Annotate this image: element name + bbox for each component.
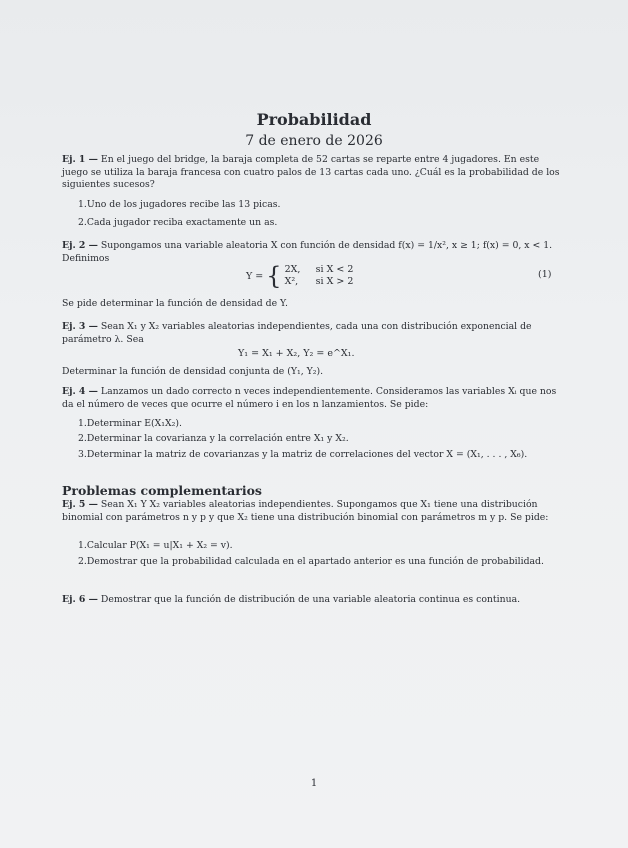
exercise-5-text: Sean X₁ Y X₂ variables aleatorias independientes. Supongamos que X₁ tiene una distribución binomial con parámetros n y p y que X₂ tiene una distribución binomial con parámetros m y p. Se pide: bbox=[62, 499, 549, 523]
piecewise-lhs: Y = bbox=[246, 270, 264, 282]
exercise-4-item-2: 2.Determinar la covarianza y la correlación entre X₁ y X₂. bbox=[78, 433, 349, 444]
exercise-6 bbox=[62, 594, 562, 607]
exercise-3-text: Sean X₁ y X₂ variables aleatorias independientes, cada una con distribución exponencial de parámetro λ. Sea bbox=[62, 321, 532, 345]
page-number: 1 bbox=[310, 778, 318, 789]
exercise-4-label: Ej. 4 — bbox=[62, 386, 98, 397]
case-2-value: X², bbox=[284, 276, 299, 287]
exercise-5-item-1: 1.Calcular P(X₁ = u|X₁ + X₂ = v). bbox=[78, 540, 233, 551]
exercise-2-text: Supongamos una variable aleatoria X con función de densidad f(x) = 1/x², x ≥ 1; f(x) = 0, x < 1. Definimos bbox=[62, 240, 553, 264]
exercise-3-after: Determinar la función de densidad conjunta de (Y₁, Y₂). bbox=[62, 366, 324, 377]
section-heading: Problemas complementarios bbox=[62, 483, 262, 498]
exercise-6-text: Demostrar que la función de distribución de una variable aleatoria continua es continua. bbox=[100, 594, 521, 605]
exercise-3-label: Ej. 3 — bbox=[62, 321, 98, 332]
exercise-2-after: Se pide determinar la función de densidad de Y. bbox=[62, 298, 288, 309]
exercise-4-item-1: 1.Determinar E(X₁X₂). bbox=[78, 418, 182, 429]
exercise-1 bbox=[62, 154, 562, 192]
case-1-condition: si X < 2 bbox=[315, 264, 354, 275]
exercise-4-item-3: 3.Determinar la matriz de covarianzas y la matriz de correlaciones del vector X = (X₁, . . . , X₆). bbox=[78, 449, 528, 460]
page-title: Probabilidad bbox=[256, 110, 372, 129]
exercise-5-label: Ej. 5 — bbox=[62, 499, 98, 510]
page-date: 7 de enero de 2026 bbox=[245, 133, 383, 149]
exercise-2-label: Ej. 2 — bbox=[62, 240, 98, 251]
piecewise-cases bbox=[285, 264, 354, 288]
exercise-4 bbox=[62, 386, 562, 411]
exercise-1-item-2: 2.Cada jugador reciba exactamente un as. bbox=[78, 217, 278, 228]
exercise-3-equation: Y₁ = X₁ + X₂, Y₂ = e^X₁. bbox=[238, 348, 355, 359]
exercise-6-label: Ej. 6 — bbox=[62, 594, 98, 605]
exercise-1-item-1: 1.Uno de los jugadores recibe las 13 picas. bbox=[78, 199, 281, 210]
exercise-3 bbox=[62, 321, 562, 346]
left-brace-icon: { bbox=[266, 262, 282, 290]
equation-number: (1) bbox=[538, 269, 552, 280]
exercise-2 bbox=[62, 240, 562, 265]
exercise-5 bbox=[62, 499, 562, 524]
exercise-5-item-2: 2.Demostrar que la probabilidad calculada en el apartado anterior es una función de probabilidad. bbox=[78, 556, 544, 567]
exercise-1-text: En el juego del bridge, la baraja completa de 52 cartas se reparte entre 4 jugadores. En este juego se utiliza la baraja francesa con cuatro palos de 13 cartas cada uno. ¿Cuál es la probabilidad de los siguientes sucesos? bbox=[62, 154, 560, 190]
piecewise-equation bbox=[246, 264, 353, 288]
exercise-1-label: Ej. 1 — bbox=[62, 154, 98, 165]
exercise-4-text: Lanzamos un dado correcto n veces independientemente. Consideramos las variables Xᵢ que nos da el número de veces que ocurre el número i en los n lanzamientos. Se pide: bbox=[62, 386, 557, 410]
case-2-condition: si X > 2 bbox=[315, 276, 354, 287]
case-1-value: 2X, bbox=[284, 264, 301, 275]
